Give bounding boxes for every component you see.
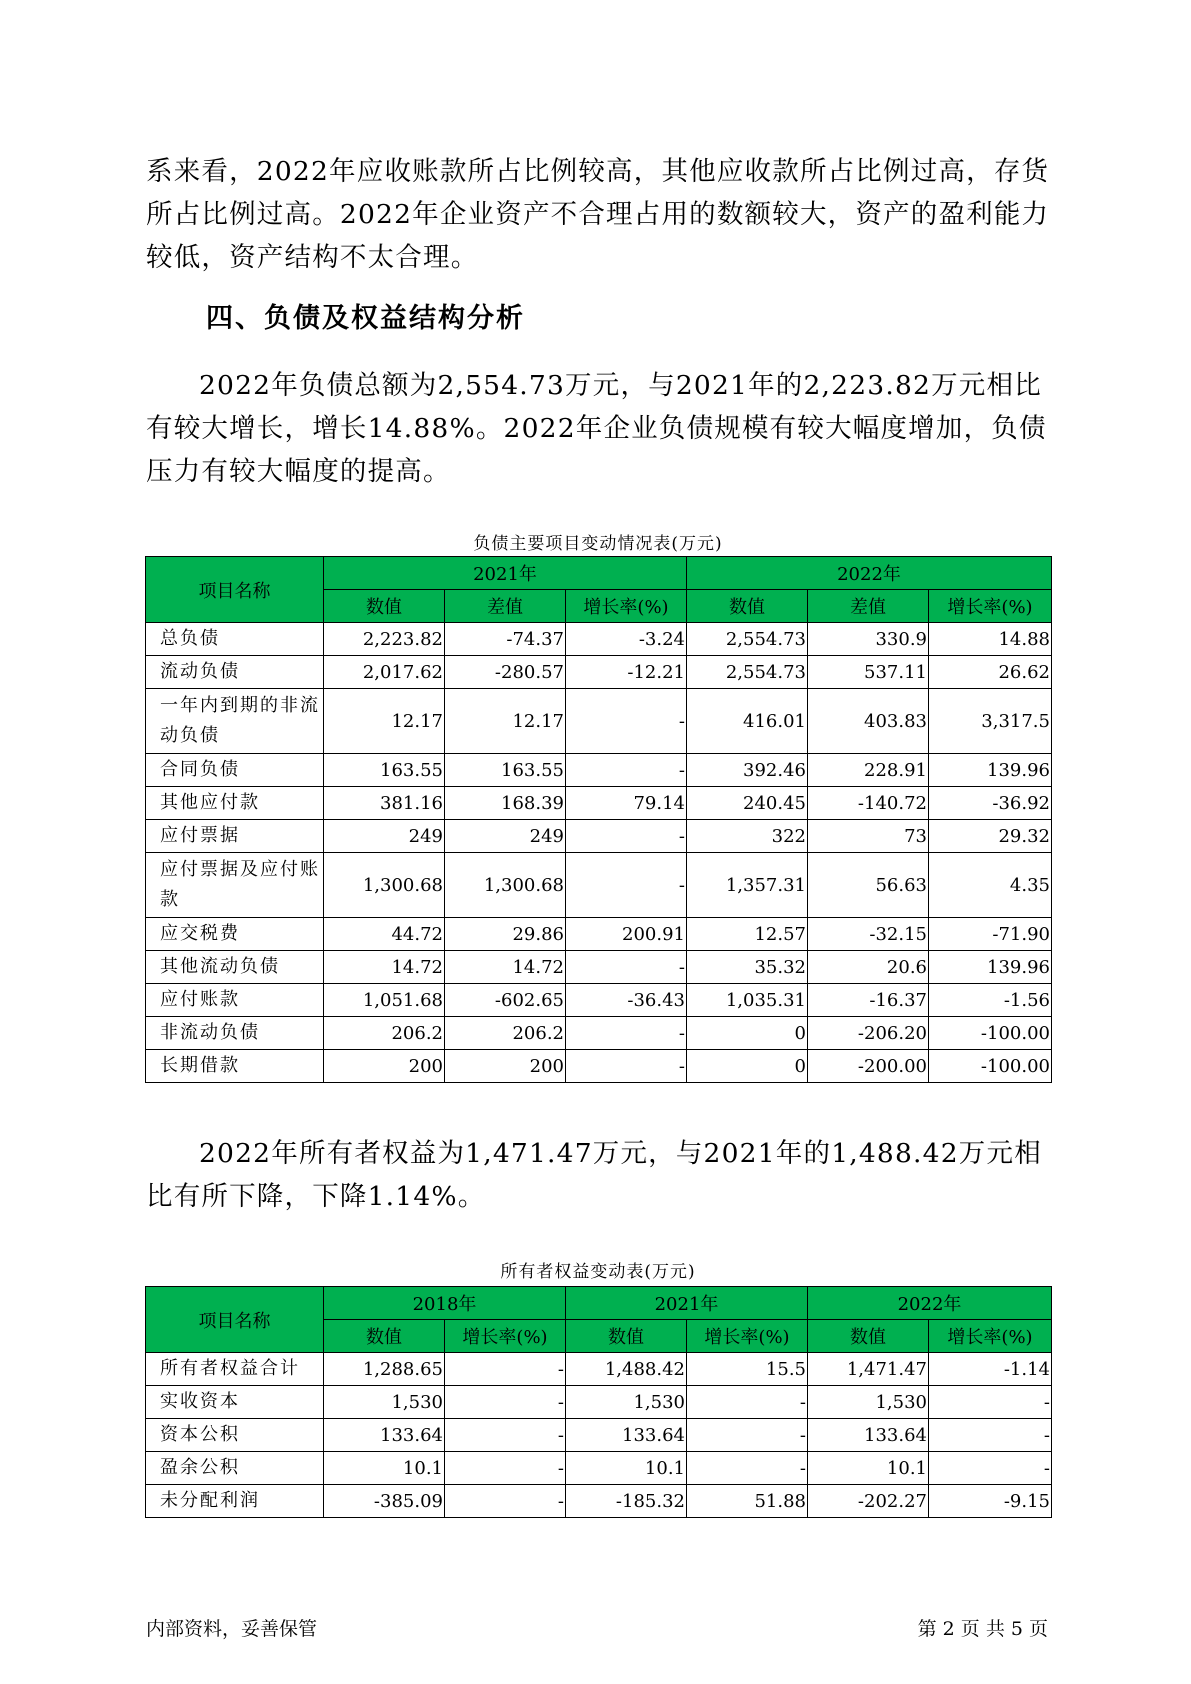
table-cell: 79.14 xyxy=(566,787,687,820)
table-cell: - xyxy=(687,1452,808,1485)
liabilities-table-body xyxy=(146,623,1052,1083)
table-cell: - xyxy=(445,1452,566,1485)
table-cell: 73 xyxy=(808,820,929,853)
table-cell: -280.57 xyxy=(445,656,566,689)
paragraph-asset-structure: 系来看，2022年应收账款所占比例较高，其他应收款所占比例过高，存货所占比例过高。2022年企业资产不合理占用的数额较大，资产的盈利能力较低，资产结构不太合理。 xyxy=(146,156,1050,273)
row-item-name: 应付账款 xyxy=(146,984,324,1017)
table-cell: 1,530 xyxy=(566,1386,687,1419)
table-cell: - xyxy=(445,1419,566,1452)
table-cell: 26.62 xyxy=(929,656,1052,689)
table-row xyxy=(146,623,1052,656)
table-cell: 1,530 xyxy=(808,1386,929,1419)
row-item-name: 未分配利润 xyxy=(146,1485,324,1518)
table-cell: -16.37 xyxy=(808,984,929,1017)
header-value: 数值 xyxy=(324,1320,445,1353)
table-cell: 139.96 xyxy=(929,951,1052,984)
table-cell: - xyxy=(687,1386,808,1419)
table-cell: - xyxy=(929,1386,1052,1419)
table-cell: -200.00 xyxy=(808,1050,929,1083)
header-item-name: 项目名称 xyxy=(146,557,324,623)
table-cell: -202.27 xyxy=(808,1485,929,1518)
table-cell: 2,554.73 xyxy=(687,623,808,656)
table-row xyxy=(146,820,1052,853)
row-item-name: 所有者权益合计 xyxy=(146,1353,324,1386)
header-year: 2021年 xyxy=(324,557,687,590)
table-cell: -32.15 xyxy=(808,918,929,951)
table-cell: 381.16 xyxy=(324,787,445,820)
table-row xyxy=(146,1386,1052,1419)
table-cell: 12.57 xyxy=(687,918,808,951)
table-cell: 1,300.68 xyxy=(324,853,445,918)
table-row xyxy=(146,787,1052,820)
table-cell: 1,488.42 xyxy=(566,1353,687,1386)
table-cell: 249 xyxy=(445,820,566,853)
table-cell: 2,554.73 xyxy=(687,656,808,689)
table-caption-liabilities: 负债主要项目变动情况表(万元) xyxy=(473,534,723,554)
table-row xyxy=(146,1017,1052,1050)
table-cell: 1,288.65 xyxy=(324,1353,445,1386)
footer-page-number: 第 2 页 共 5 页 xyxy=(917,1618,1048,1640)
table-cell: 1,471.47 xyxy=(808,1353,929,1386)
table-cell: - xyxy=(445,1386,566,1419)
table-cell: 3,317.5 xyxy=(929,689,1052,754)
table-cell: 163.55 xyxy=(445,754,566,787)
table-row xyxy=(146,656,1052,689)
table-cell: 15.5 xyxy=(687,1353,808,1386)
table-row xyxy=(146,853,1052,918)
table-cell: 12.17 xyxy=(324,689,445,754)
table-cell: 2,017.62 xyxy=(324,656,445,689)
table-cell: 1,300.68 xyxy=(445,853,566,918)
table-cell: 168.39 xyxy=(445,787,566,820)
table-cell: 163.55 xyxy=(324,754,445,787)
table-cell: - xyxy=(687,1419,808,1452)
table-caption-equity: 所有者权益变动表(万元) xyxy=(500,1262,696,1282)
table-cell: 10.1 xyxy=(566,1452,687,1485)
table-cell: - xyxy=(566,1017,687,1050)
header-year: 2022年 xyxy=(687,557,1052,590)
table-cell: - xyxy=(445,1353,566,1386)
row-item-name: 总负债 xyxy=(146,623,324,656)
table-cell: 133.64 xyxy=(566,1419,687,1452)
table-cell: 133.64 xyxy=(808,1419,929,1452)
table-cell: 35.32 xyxy=(687,951,808,984)
table-row xyxy=(146,1452,1052,1485)
row-item-name: 应付票据 xyxy=(146,820,324,853)
table-cell: 1,530 xyxy=(324,1386,445,1419)
table-row xyxy=(146,951,1052,984)
table-row xyxy=(146,918,1052,951)
header-growth: 增长率(%) xyxy=(929,590,1052,623)
table-cell: -140.72 xyxy=(808,787,929,820)
header-year: 2021年 xyxy=(566,1287,808,1320)
header-diff: 差值 xyxy=(808,590,929,623)
table-cell: 200 xyxy=(445,1050,566,1083)
table-cell: 14.88 xyxy=(929,623,1052,656)
table-cell: -74.37 xyxy=(445,623,566,656)
table-cell: 1,035.31 xyxy=(687,984,808,1017)
table-row xyxy=(146,984,1052,1017)
table-cell: 206.2 xyxy=(324,1017,445,1050)
table-cell: -1.14 xyxy=(929,1353,1052,1386)
table-cell: -36.92 xyxy=(929,787,1052,820)
table-cell: 228.91 xyxy=(808,754,929,787)
table-cell: -3.24 xyxy=(566,623,687,656)
header-growth: 增长率(%) xyxy=(445,1320,566,1353)
table-cell: 29.86 xyxy=(445,918,566,951)
table-cell: 20.6 xyxy=(808,951,929,984)
paragraph-equity-summary: 2022年所有者权益为1,471.47万元，与2021年的1,488.42万元相比有所下降，下降1.14%。 xyxy=(146,1138,1042,1212)
table-cell: 200.91 xyxy=(566,918,687,951)
table-cell: 14.72 xyxy=(445,951,566,984)
row-item-name: 其他流动负债 xyxy=(146,951,324,984)
table-cell: - xyxy=(566,951,687,984)
header-diff: 差值 xyxy=(445,590,566,623)
table-cell: - xyxy=(929,1419,1052,1452)
table-cell: - xyxy=(566,689,687,754)
table-cell: 12.17 xyxy=(445,689,566,754)
table-cell: 133.64 xyxy=(324,1419,445,1452)
table-cell: 249 xyxy=(324,820,445,853)
table-cell: 0 xyxy=(687,1017,808,1050)
table-cell: - xyxy=(566,1050,687,1083)
table-cell: 51.88 xyxy=(687,1485,808,1518)
table-cell: -206.20 xyxy=(808,1017,929,1050)
table-cell: - xyxy=(929,1452,1052,1485)
table-cell: -71.90 xyxy=(929,918,1052,951)
table-cell: - xyxy=(566,820,687,853)
table-cell: - xyxy=(445,1485,566,1518)
equity-table-body xyxy=(146,1353,1052,1518)
table-cell: - xyxy=(566,754,687,787)
table-cell: 1,051.68 xyxy=(324,984,445,1017)
table-cell: -36.43 xyxy=(566,984,687,1017)
table-cell: 200 xyxy=(324,1050,445,1083)
liabilities-table xyxy=(145,556,1052,1083)
table-cell: -185.32 xyxy=(566,1485,687,1518)
table-cell: 1,357.31 xyxy=(687,853,808,918)
table-cell: -100.00 xyxy=(929,1050,1052,1083)
table-cell: 0 xyxy=(687,1050,808,1083)
section-heading: 四、负债及权益结构分析 xyxy=(206,303,525,334)
table-cell: -12.21 xyxy=(566,656,687,689)
header-year: 2018年 xyxy=(324,1287,566,1320)
table-cell: 44.72 xyxy=(324,918,445,951)
row-item-name: 应付票据及应付账款 xyxy=(146,853,324,918)
table-cell: 10.1 xyxy=(808,1452,929,1485)
table-cell: -1.56 xyxy=(929,984,1052,1017)
table-cell: 403.83 xyxy=(808,689,929,754)
table-cell: 139.96 xyxy=(929,754,1052,787)
table-cell: 56.63 xyxy=(808,853,929,918)
table-cell: 537.11 xyxy=(808,656,929,689)
row-item-name: 资本公积 xyxy=(146,1419,324,1452)
table-cell: -9.15 xyxy=(929,1485,1052,1518)
table-cell: 14.72 xyxy=(324,951,445,984)
table-cell: 4.35 xyxy=(929,853,1052,918)
header-year: 2022年 xyxy=(808,1287,1052,1320)
table-cell: 240.45 xyxy=(687,787,808,820)
header-growth: 增长率(%) xyxy=(566,590,687,623)
row-item-name: 流动负债 xyxy=(146,656,324,689)
table-row xyxy=(146,689,1052,754)
row-item-name: 长期借款 xyxy=(146,1050,324,1083)
row-item-name: 一年内到期的非流动负债 xyxy=(146,689,324,754)
table-row xyxy=(146,1485,1052,1518)
equity-table xyxy=(145,1286,1052,1518)
row-item-name: 其他应付款 xyxy=(146,787,324,820)
header-value: 数值 xyxy=(687,590,808,623)
footer-confidential-note: 内部资料，妥善保管 xyxy=(146,1618,318,1640)
table-cell: -602.65 xyxy=(445,984,566,1017)
table-row xyxy=(146,754,1052,787)
row-item-name: 实收资本 xyxy=(146,1386,324,1419)
row-item-name: 应交税费 xyxy=(146,918,324,951)
paragraph-liability-summary: 2022年负债总额为2,554.73万元，与2021年的2,223.82万元相比有较大增长，增长14.88%。2022年企业负债规模有较大幅度增加，负债压力有较大幅度的提高。 xyxy=(146,370,1047,487)
table-cell: 10.1 xyxy=(324,1452,445,1485)
header-value: 数值 xyxy=(566,1320,687,1353)
row-item-name: 盈余公积 xyxy=(146,1452,324,1485)
header-growth: 增长率(%) xyxy=(687,1320,808,1353)
table-cell: 330.9 xyxy=(808,623,929,656)
table-cell: - xyxy=(566,853,687,918)
table-cell: 322 xyxy=(687,820,808,853)
table-row xyxy=(146,1050,1052,1083)
row-item-name: 非流动负债 xyxy=(146,1017,324,1050)
header-value: 数值 xyxy=(808,1320,929,1353)
table-cell: -100.00 xyxy=(929,1017,1052,1050)
row-item-name: 合同负债 xyxy=(146,754,324,787)
header-value: 数值 xyxy=(324,590,445,623)
table-cell: 2,223.82 xyxy=(324,623,445,656)
header-item-name: 项目名称 xyxy=(146,1287,324,1353)
table-row xyxy=(146,1419,1052,1452)
table-cell: 29.32 xyxy=(929,820,1052,853)
header-growth: 增长率(%) xyxy=(929,1320,1052,1353)
table-cell: 416.01 xyxy=(687,689,808,754)
table-cell: -385.09 xyxy=(324,1485,445,1518)
table-cell: 392.46 xyxy=(687,754,808,787)
table-cell: 206.2 xyxy=(445,1017,566,1050)
table-row xyxy=(146,1353,1052,1386)
